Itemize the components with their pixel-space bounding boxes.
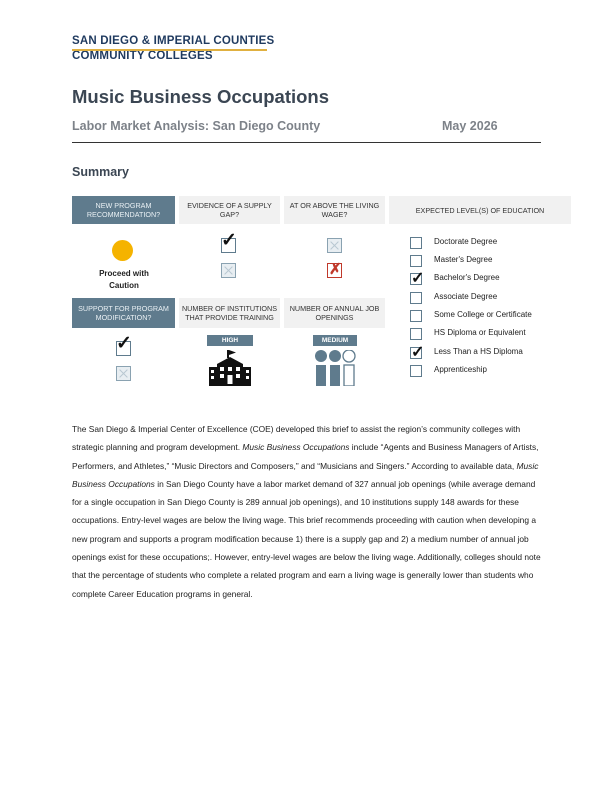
header-new-program: NEW PROGRAM RECOMMENDATION? xyxy=(72,196,175,224)
paragraph-text: The San Diego & Imperial Center of Excellence (COE) developed this brief to assist the region’s community colleges with strategic planning and program development. xyxy=(72,424,521,453)
header-education: EXPECTED LEVEL(S) OF EDUCATION xyxy=(389,196,571,224)
check-icon: ✓ xyxy=(116,333,132,354)
check-icon: ✓ xyxy=(411,344,425,361)
education-label: Some College or Certificate xyxy=(434,310,532,319)
education-checkbox xyxy=(410,328,422,340)
x-mark-icon: ✗ xyxy=(329,261,342,278)
education-label: Associate Degree xyxy=(434,292,498,301)
education-checkbox xyxy=(410,365,422,377)
education-label: Bachelor's Degree xyxy=(434,273,500,282)
education-label: Apprenticeship xyxy=(434,365,487,374)
education-checkbox xyxy=(410,237,422,249)
check-icon: ✓ xyxy=(221,230,237,251)
header-institutions: NUMBER OF INSTITUTIONS THAT PROVIDE TRAINING xyxy=(179,298,280,328)
education-label: HS Diploma or Equivalent xyxy=(434,328,526,337)
education-label: Doctorate Degree xyxy=(434,237,498,246)
occupation-name: Music Business Occupations xyxy=(242,442,350,453)
header-rule xyxy=(72,142,541,143)
summary-paragraph xyxy=(72,420,544,603)
header-program-modification: SUPPORT FOR PROGRAM MODIFICATION? xyxy=(72,298,175,328)
caution-indicator-dot xyxy=(112,240,133,261)
page-subtitle: Labor Market Analysis: San Diego County xyxy=(72,119,321,133)
modification-no-checkbox xyxy=(116,366,131,381)
page-title: Music Business Occupations xyxy=(72,86,330,107)
education-checkbox xyxy=(410,270,425,287)
summary-heading: Summary xyxy=(72,165,129,179)
school-building-icon xyxy=(209,350,251,386)
header-supply-gap: EVIDENCE OF A SUPPLY GAP? xyxy=(179,196,280,224)
paragraph-text: include “Agents and Business Managers of Artists, Performers, and Athletes,” “Music Directors and Composers,” and “Musicians and Singers.” According to available data, xyxy=(72,442,539,471)
report-date: May 2026 xyxy=(442,119,498,133)
supply-gap-no-checkbox xyxy=(221,263,236,278)
education-checkbox xyxy=(410,255,422,267)
living-wage-yes-checkbox xyxy=(327,238,342,253)
new-program-result: Proceed with Caution xyxy=(99,269,149,290)
occupation-name: Music Business Occupations xyxy=(72,460,539,489)
education-checkbox xyxy=(410,344,425,361)
education-label: Master's Degree xyxy=(434,255,493,264)
check-icon: ✓ xyxy=(411,270,425,287)
people-icon xyxy=(314,350,356,386)
header-living-wage: AT OR ABOVE THE LIVING WAGE? xyxy=(284,196,385,224)
institutions-level-badge: HIGH xyxy=(207,335,253,346)
education-checkbox xyxy=(410,310,422,322)
logo-line-1: SAN DIEGO & IMPERIAL COUNTIES xyxy=(72,35,275,47)
logo-line-2: COMMUNITY COLLEGES xyxy=(72,50,213,62)
supply-gap-yes-checkbox xyxy=(221,230,237,253)
education-label: Less Than a HS Diploma xyxy=(434,347,523,356)
paragraph-text: in San Diego County have a labor market demand of 327 annual job openings (while average demand for a single occupation in San Diego County is 289 annual job openings), and 10 institutions supply 148 awards for these occupations. Entry-level wages are below the living wage. This brief recommends proceeding with caution when developing a new program and supports a program modification because 1) there is a supply gap and 2) a medium number of annual job openings exist for these occupations;. However, entry-level wages are below the living wage. Additionally, colleges should note that the percentage of students who complete a related program and earn a living wage is generally lower than students who complete Career Education programs in general. xyxy=(72,478,541,599)
modification-yes-checkbox xyxy=(116,333,132,356)
logo-divider xyxy=(72,49,267,51)
living-wage-no-checkbox xyxy=(327,263,342,278)
education-checkbox xyxy=(410,292,422,304)
openings-level-badge: MEDIUM xyxy=(313,335,357,346)
header-openings: NUMBER OF ANNUAL JOB OPENINGS xyxy=(284,298,385,328)
